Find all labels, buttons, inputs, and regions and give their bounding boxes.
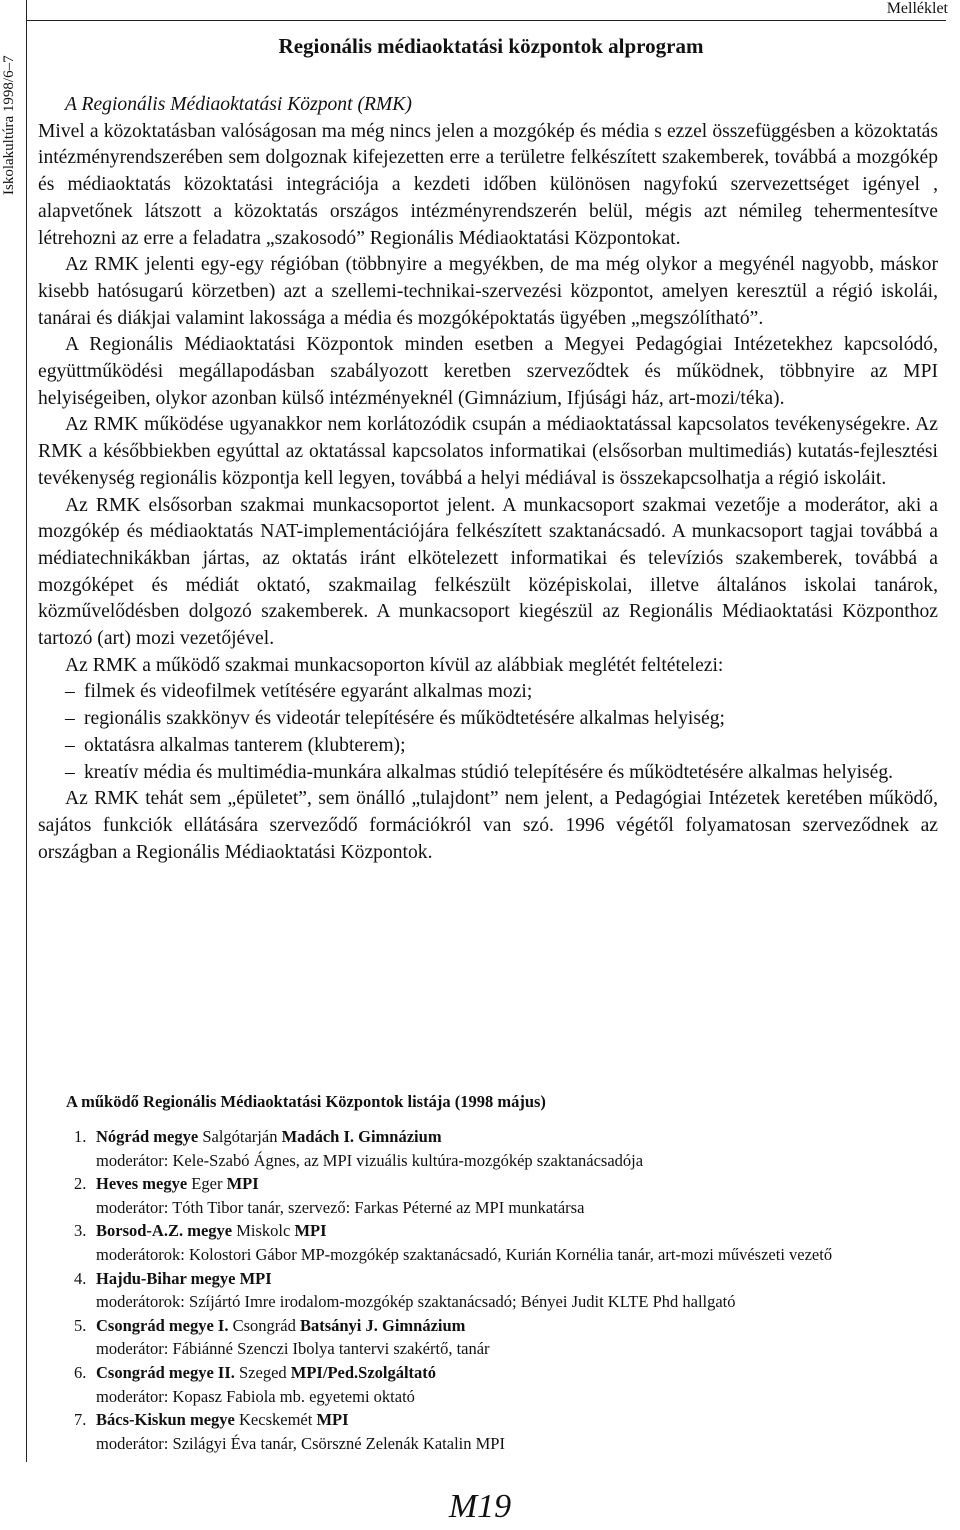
list-item-text: regionális szakkönyv és videotár telepítésére és működtetésére alkalmas helyiség; — [84, 708, 725, 730]
list-item-text: filmek és videofilmek vetítésére egyaránt alkalmas mozi; — [84, 681, 533, 703]
dash-bullet: – — [65, 681, 75, 703]
section-subheading: A Regionális Médiaoktatási Központ (RMK) — [65, 94, 412, 115]
page-number: M19 — [448, 1488, 512, 1525]
center-name: Bács-Kiskun megye — [96, 1410, 235, 1430]
center-item — [74, 1125, 924, 1172]
center-name: Batsányi J. Gimnázium — [299, 1315, 466, 1335]
centers-list-heading: A működő Regionális Médiaoktatási Központok listája (1998 május) — [66, 1092, 546, 1111]
list-item — [38, 760, 938, 787]
body-paragraph: Mivel a közoktatásban valóságosan ma még nincs jelen a mozgókép és média s ezzel összefüggésben a közoktatás intézményrendszerében sem dolgoznak kifejezetten erre a területre felkészített szakemberek, továbbá a mozgókép és médiaoktatás közoktatási integrációja a kezdeti időben különösen nagyfokú szervezettséget igényel , alapvetőnek látszott a közoktatás országos intézményrendszerén belül, mégis azt némileg tehermentesítve létrehozni az erre a feladatra „szakosodó” Regionális Médiaoktatási Központokat. — [38, 120, 938, 249]
center-name: Heves megye — [96, 1174, 188, 1194]
center-name: MPI/Ped.Szolgáltató — [290, 1362, 437, 1382]
list-item — [38, 733, 938, 760]
center-item — [74, 1314, 924, 1361]
center-number: 7. — [74, 1410, 87, 1430]
center-moderator: moderátor: Fábiánné Szenczi Ibolya tantervi szakértő, tanár — [96, 1339, 490, 1359]
section-label: Melléklet — [886, 0, 948, 17]
center-moderator: moderátor: Szilágyi Éva tanár, Csörszné Zelenák Katalin MPI — [96, 1433, 505, 1453]
list-item — [38, 706, 938, 733]
dash-bullet: – — [65, 708, 75, 730]
centers-list — [74, 1125, 924, 1455]
article-body — [38, 92, 938, 866]
body-paragraph: Az RMK elsősorban szakmai munkacsoportot jelent. A munkacsoport szakmai vezetője a moderátor, aki a mozgókép és médiaoktatás NAT-implementációjára felkészített szaktanácsadó. A munkacsoport tagjai továbbá a médiatechnikákban jártas, az oktatás iránt elkötelezett informatikai és televíziós szakemberek, továbbá a mozgóképet és médiát oktató, szakmailag felkészült középiskolai, illetve általános iskolai tanárok, közművelődésben dolgozó szakemberek. A munkacsoport kiegészül az Regionális Médiaoktatási Központhoz tartozó (art) mozi vezetőjével. — [38, 494, 938, 650]
center-name: Borsod-A.Z. megye — [96, 1221, 233, 1241]
page-title: Regionális médiaoktatási központok alprogram — [278, 34, 704, 58]
center-name: Csongrád megye II. — [96, 1362, 235, 1382]
center-city: Eger — [187, 1174, 227, 1194]
center-moderator: moderátorok: Szíjártó Imre irodalom-mozgókép szaktanácsadó; Bényei Judit KLTE Phd hallgató — [96, 1292, 736, 1312]
center-item — [74, 1361, 924, 1408]
center-moderator: moderátor: Tóth Tibor tanár, szervező: Farkas Péterné az MPI munkatársa — [96, 1197, 585, 1217]
center-moderator: moderátor: Kele-Szabó Ágnes, az MPI vizuális kultúra-mozgókép szaktanácsadója — [96, 1150, 644, 1170]
center-number: 1. — [74, 1127, 87, 1146]
closing-paragraph: Az RMK tehát sem „épületet”, sem önálló „tulajdont” nem jelent, a Pedagógiai Intézetek keretében működő, sajátos funkciók ellátására szerveződő formációkról van szó. 1996 végétől folyamatosan szerveződnek az országban a Regionális Médiaoktatási Központok. — [38, 788, 938, 863]
center-number: 3. — [74, 1221, 87, 1241]
center-number: 6. — [74, 1362, 87, 1382]
center-city: Salgótarján — [198, 1127, 282, 1146]
center-item — [74, 1172, 924, 1219]
center-item — [74, 1219, 924, 1266]
center-name: MPI — [226, 1174, 259, 1194]
body-paragraph: A Regionális Médiaoktatási Központok minden esetben a Megyei Pedagógiai Intézetekhez kapcsolódó, együttműködési megállapodásban szabályozott keretben szerveződtek és működnek, többnyire az MPI helyiségeiben, olykor azonban külső intézményeknél (Gimnázium, Ifjúsági ház, art-mozi/téka). — [38, 334, 938, 409]
center-moderator: moderátor: Kopasz Fabiola mb. egyetemi oktató — [96, 1386, 415, 1406]
list-item — [38, 679, 938, 706]
center-number: 5. — [74, 1315, 87, 1335]
center-item — [74, 1267, 924, 1314]
dash-bullet: – — [65, 734, 75, 756]
center-name: Csongrád megye I. — [96, 1315, 229, 1335]
center-name: MPI — [316, 1410, 349, 1430]
list-item-text: kreatív média és multimédia-munkára alkalmas stúdió telepítésére és működtetésére alkalmas helyiség. — [84, 761, 894, 783]
center-city: Csongrád — [228, 1315, 300, 1335]
body-paragraph: Az RMK jelenti egy-egy régióban (többnyire a megyékben, de ma még olykor a megyénél nagyobb, máskor kisebb hatósugarú körzetben) azt a szellemi-technikai-szervezési központot, amelyen keresztül a régió iskolái, tanárai és diákjai valamint lakossága a média és mozgóképoktatás ügyében „megszólítható”. — [38, 254, 938, 329]
list-item-text: oktatásra alkalmas tanterem (klubterem); — [84, 734, 406, 756]
center-city: Kecskemét — [234, 1410, 317, 1430]
center-city: Szeged — [234, 1362, 291, 1382]
center-name: Madách I. Gimnázium — [281, 1127, 442, 1146]
dash-bullet: – — [65, 761, 75, 783]
margin-rule — [26, 0, 27, 1462]
center-item — [74, 1408, 924, 1455]
header-rule — [26, 20, 946, 21]
center-name: Hajdu-Bihar megye MPI — [96, 1268, 272, 1288]
requirements-list — [38, 679, 938, 786]
center-city: Miskolc — [232, 1221, 295, 1241]
journal-running-head: Iskolakultúra 1998/6–7 — [1, 55, 17, 195]
center-number: 4. — [74, 1268, 87, 1288]
center-name: Nógrád megye — [96, 1127, 199, 1146]
body-paragraph: Az RMK működése ugyanakkor nem korlátozódik csupán a médiaoktatással kapcsolatos tevékenységekre. Az RMK a későbbiekben egyúttal az oktatással kapcsolatos informatikai (elsősorban multimediás) kutatás-fejlesztési tevékenység regionális központja kell legyen, továbbá a helyi médiával is összekapcsolhatja a régió iskoláit. — [38, 414, 938, 489]
center-moderator: moderátorok: Kolostori Gábor MP-mozgókép szaktanácsadó, Kurián Kornélia tanár, art-mozi művészeti vezető — [96, 1244, 833, 1264]
center-name: MPI — [294, 1221, 327, 1241]
body-paragraph: Az RMK a működő szakmai munkacsoporton kívül az alábbiak meglétét feltételezi: — [65, 654, 724, 676]
center-number: 2. — [74, 1174, 87, 1194]
